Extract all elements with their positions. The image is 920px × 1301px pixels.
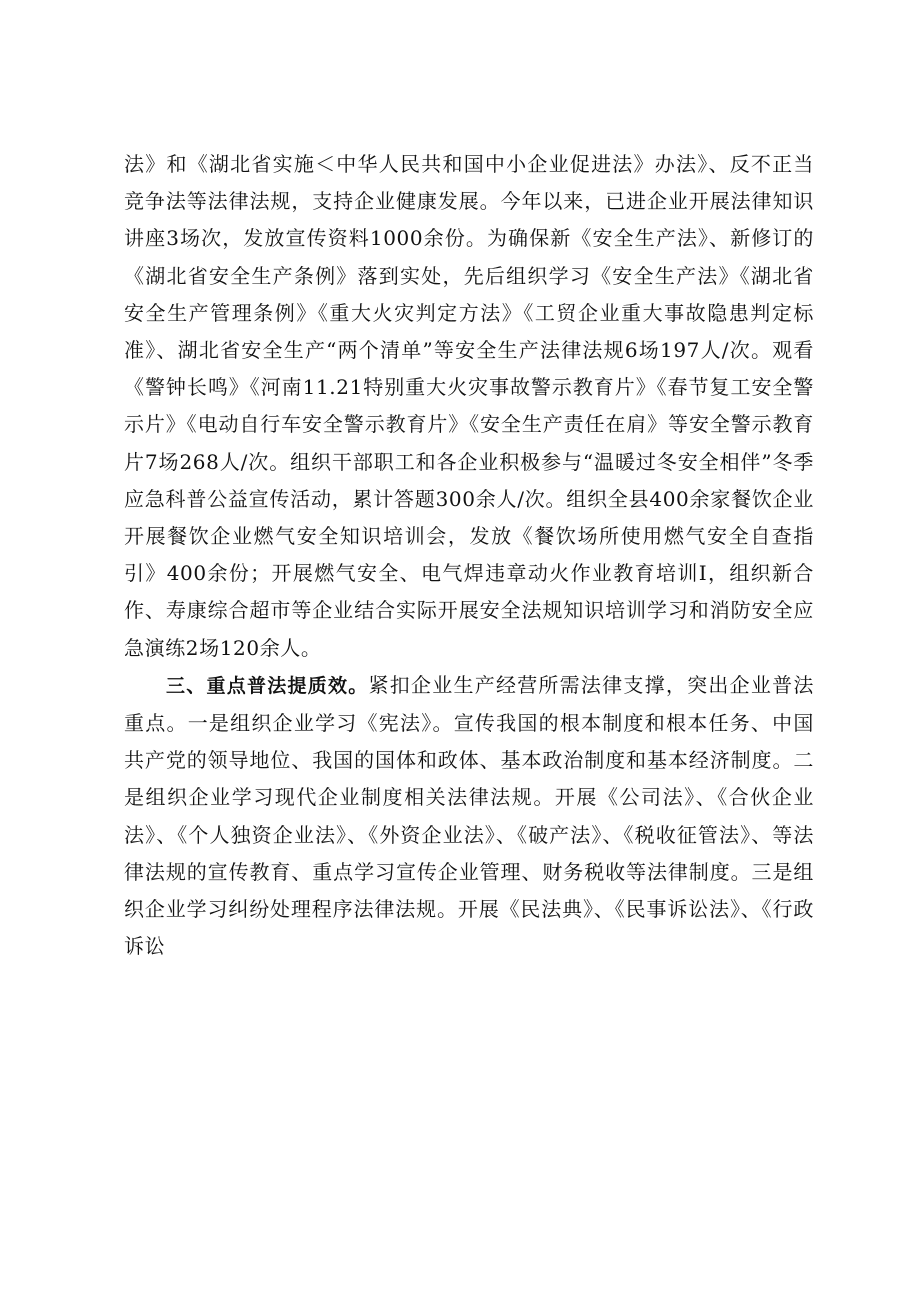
document-body [124, 146, 814, 965]
paragraph-text: 法》和《湖北省实施＜中华人民共和国中小企业促进法》办法》、反不正当竞争法等法律法规，支持企业健康发展。今年以来，已进企业开展法律知识讲座3场次，发放宣传资料1000余份。为确保新《安全生产法》、新修订的《湖北省安全生产条例》落到实处，先后组织学习《安全生产法》《湖北省安全生产管理条例》《重大火灾判定方法》《工贸企业重大事故隐患判定标准》、湖北省安全生产“两个清单”等安全生产法律法规6场197人/次。观看《警钟长鸣》《河南11.21特别重大火灾事故警示教育片》《春节复工安全警示片》《电动自行车安全警示教育片》《安全生产责任在肩》等安全警示教育片7场268人/次。组织干部职工和各企业积极参与“温暖过冬安全相伴”冬季应急科普公益宣传活动，累计答题300余人/次。组织全县400余家餐饮企业开展餐饮企业燃气安全知识培训会，发放《餐饮场所使用燃气安全自查指引》400余份；开展燃气安全、电气焊违章动火作业教育培训I，组织新合作、寿康综合超市等企业结合实际开展安全法规知识培训学习和消防安全应急演练2场120余人。 [124, 152, 814, 660]
paragraph-text: 紧扣企业生产经营所需法律支撑，突出企业普法重点。一是组织企业学习《宪法》。宣传我国的根本制度和根本任务、中国共产党的领导地位、我国的国体和政体、基本政治制度和基本经济制度。二是组织企业学习现代企业制度相关法律法规。开展《公司法》、《合伙企业法》、《个人独资企业法》、《外资企业法》、《破产法》、《税收征管法》、等法律法规的宣传教育、重点学习宣传企业管理、财务税收等法律制度。三是组织企业学习纠纷处理程序法律法规。开展《民法典》、《民事诉讼法》、《行政诉讼 [124, 672, 814, 959]
paragraph-legal-training [124, 146, 814, 667]
section-heading: 三、重点普法提质效。 [166, 674, 369, 697]
paragraph-key-publicity [124, 667, 814, 966]
